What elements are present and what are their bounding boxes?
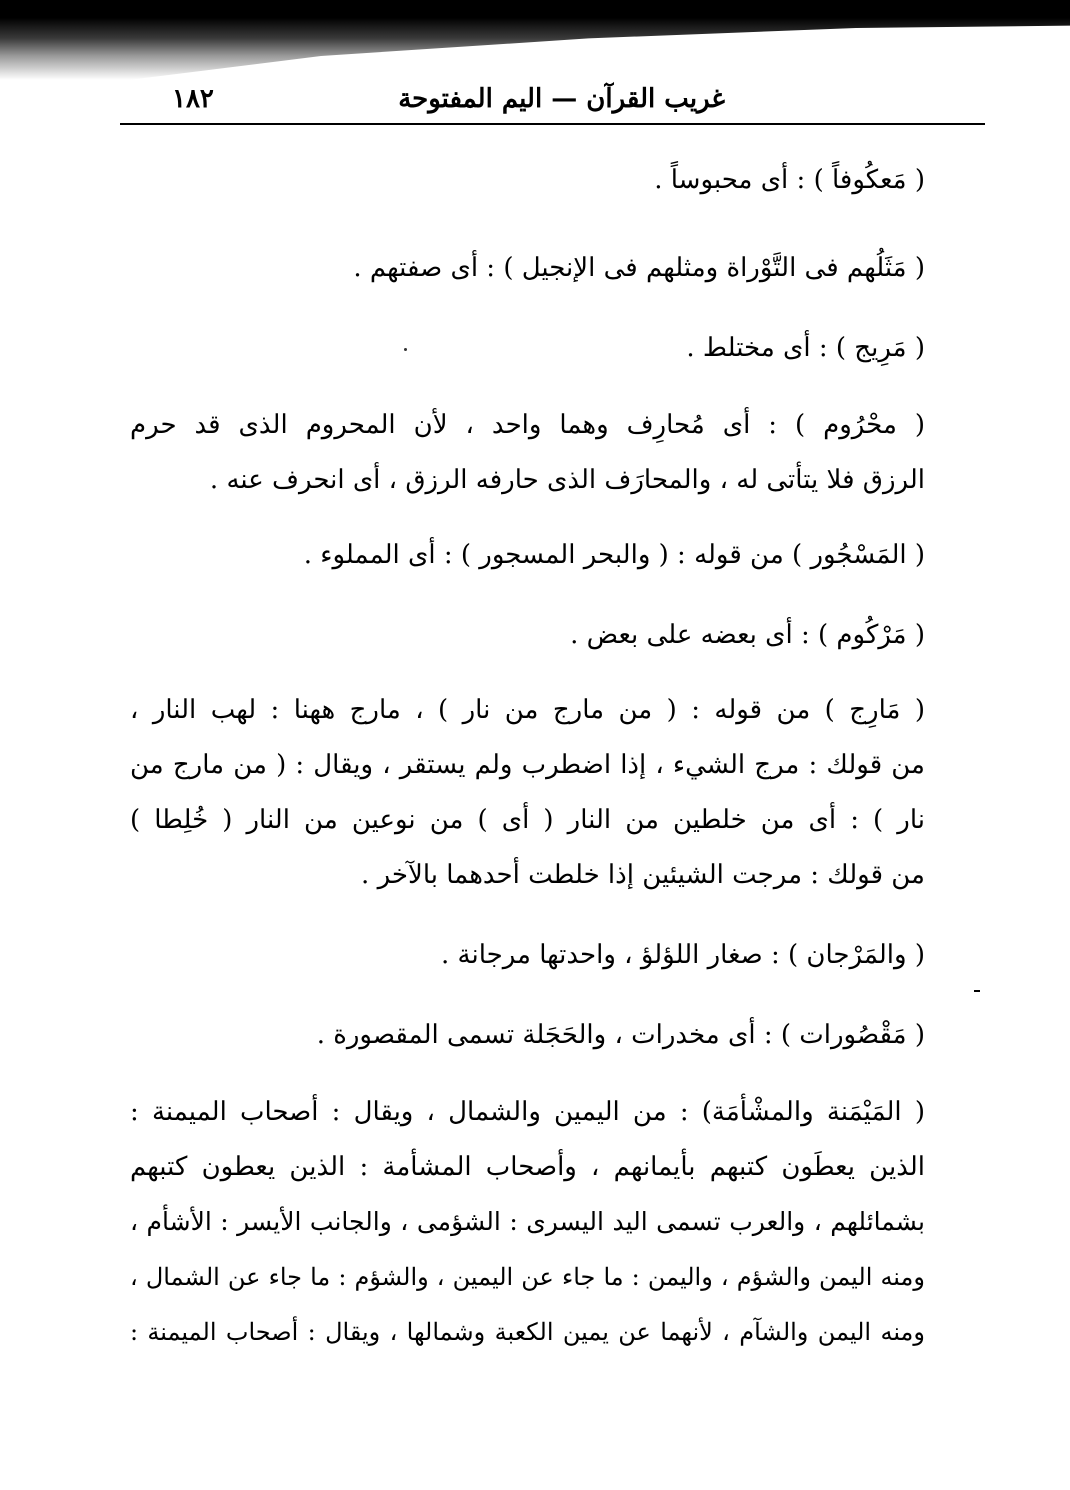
entry-maymana: ( المَيْمَنة والمشْأمَة) : من اليمين والشمال ، ويقال : أصحاب الميمنة : bbox=[130, 1097, 925, 1127]
page-number: ١٨٢ bbox=[172, 84, 214, 114]
entry-mathaluhum: ( مَثَلُهم فى التَّوْراة ومثلهم فى الإنجيل ) : أى صفتهم . bbox=[353, 253, 925, 283]
entry-mareej: ( مَرِيج ) : أى مختلط . bbox=[686, 333, 925, 363]
entry-maymana-cont-1: الذين يعطَون كتبهم بأيمانهم ، وأصحاب المشأمة : الذين يعطون كتبهم bbox=[130, 1152, 925, 1182]
entry-maymana-cont-2: بشمائلهم ، والعرب تسمى اليد اليسرى : الشؤمى ، والجانب الأيسر : الأشأم ، bbox=[130, 1207, 925, 1236]
entry-marij: ( مَارِج ) من قوله : ( من مارج من نار ) ، مارج ههنا : لهب النار ، bbox=[130, 695, 925, 725]
running-title: غريب القرآن — اليم المفتوحة bbox=[398, 84, 725, 114]
entry-markoum: ( مَرْكُوم ) : أى بعضه على بعض . bbox=[570, 620, 925, 650]
entry-marij-cont-1: من قولك : مرج الشيء ، إذا اضطرب ولم يستقر ، ويقال : ( من مارج من bbox=[130, 750, 925, 780]
entry-marij-cont-3: من قولك : مرجت الشيئين إذا خلطت أحدهما بالآخر . bbox=[361, 860, 925, 890]
entry-mahroum-cont: الرزق فلا يتأتى له ، والمحارَف الذى حارفه الرزق ، أى انحرف عنه . bbox=[209, 465, 925, 495]
entry-masjour: ( المَسْجُور ) من قوله : ( والبحر المسجور ) : أى المملوء . bbox=[303, 540, 925, 570]
scan-edge-shadow bbox=[0, 0, 1070, 80]
entry-mahroum: ( محْرُوم ) : أى مُحارِف وهما واحد ، لأن المحروم الذى قد حرم bbox=[130, 410, 925, 440]
entry-marij-cont-2: نار ) : أى من خلطين من النار ( أى ) من نوعين من النار ( خُلِطا ) bbox=[130, 805, 925, 835]
margin-mark bbox=[974, 990, 980, 992]
entry-maqsourat: ( مَقْصُورات ) : أى مخدرات ، والحَجَلة تسمى المقصورة . bbox=[316, 1020, 925, 1050]
entry-maymana-cont-4: ومنه اليمن والشآم ، لأنهما عن يمين الكعبة وشمالها ، ويقال : أصحاب الميمنة : bbox=[130, 1318, 926, 1346]
entry-maymana-cont-3: ومنه اليمن والشؤم ، واليمن : ما جاء عن اليمين ، والشؤم : ما جاء عن الشمال ، bbox=[130, 1263, 925, 1291]
entry-ma3koufan: ( مَعكُوفاً ) : أى محبوساً . bbox=[654, 165, 925, 195]
entry-marjan: ( والمَرْجان ) : صغار اللؤلؤ ، واحدتها مرجانة . bbox=[441, 940, 925, 970]
page-header bbox=[120, 78, 985, 125]
